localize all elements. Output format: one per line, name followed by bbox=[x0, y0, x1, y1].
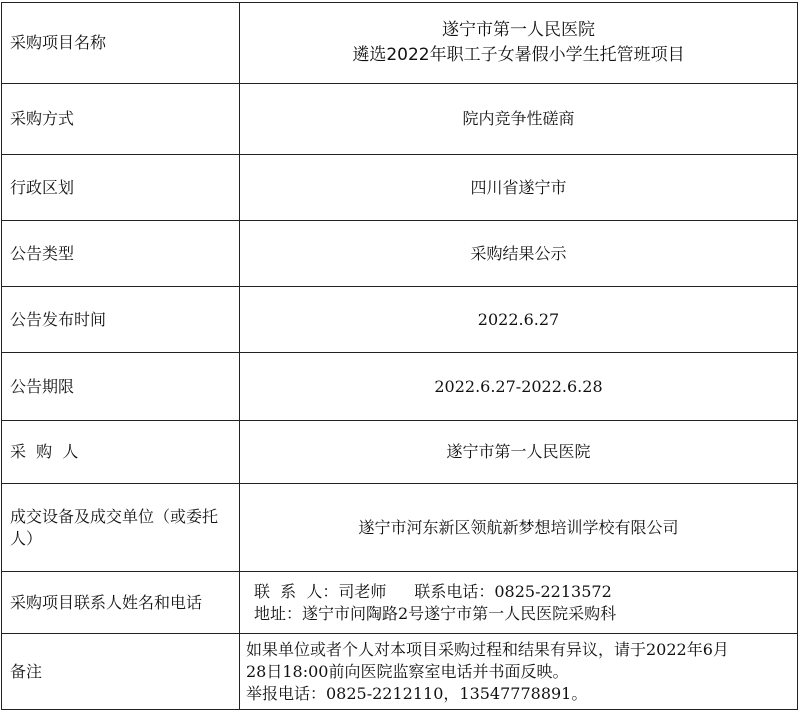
table-row-notice-type bbox=[2, 221, 798, 287]
label-region: 行政区划 bbox=[2, 155, 240, 221]
table-row-region bbox=[2, 155, 798, 221]
label-publish-time: 公告发布时间 bbox=[2, 287, 240, 353]
table-row-winning-bidder bbox=[2, 484, 798, 572]
label-notice-period: 公告期限 bbox=[2, 353, 240, 421]
value-notice-period: 2022.6.27-2022.6.28 bbox=[240, 353, 798, 421]
label-purchaser: 采 购 人 bbox=[2, 421, 240, 484]
remarks-line-2: 28日18:00前向医院监察室电话并书面反映。 bbox=[246, 661, 569, 681]
value-region: 四川省遂宁市 bbox=[240, 155, 798, 221]
value-contact bbox=[240, 572, 798, 634]
label-contact: 采购项目联系人姓名和电话 bbox=[2, 572, 240, 634]
label-project-name: 采购项目名称 bbox=[2, 3, 240, 84]
label-winning-bidder: 成交设备及成交单位（或委托人） bbox=[2, 484, 240, 572]
label-remarks: 备注 bbox=[2, 634, 240, 710]
procurement-info-table bbox=[1, 2, 798, 710]
remarks-line-1: 如果单位或者个人对本项目采购过程和结果有异议，请于2022年6月 bbox=[246, 639, 729, 659]
table-row-procurement-method bbox=[2, 84, 798, 155]
table-row-publish-time bbox=[2, 287, 798, 353]
contact-line-1 bbox=[254, 581, 789, 603]
remarks-line-3: 举报电话：0825-2212110，13547778891。 bbox=[246, 683, 588, 703]
value-procurement-method: 院内竞争性磋商 bbox=[240, 84, 798, 155]
table-row-contact bbox=[2, 572, 798, 634]
contact-phone: 联系电话：0825-2213572 bbox=[414, 581, 612, 601]
value-project-name bbox=[240, 3, 798, 84]
value-publish-time: 2022.6.27 bbox=[240, 287, 798, 353]
table-row-remarks bbox=[2, 634, 798, 710]
value-purchaser: 遂宁市第一人民医院 bbox=[240, 421, 798, 484]
project-name-line-2: 遴选2022年职工子女暑假小学生托管班项目 bbox=[352, 45, 685, 65]
table-row-notice-period bbox=[2, 353, 798, 421]
table-row-purchaser bbox=[2, 421, 798, 484]
project-name-line-1: 遂宁市第一人民医院 bbox=[442, 20, 595, 40]
contact-address: 地址：遂宁市问陶路2号遂宁市第一人民医院采购科 bbox=[254, 603, 617, 623]
label-procurement-method: 采购方式 bbox=[2, 84, 240, 155]
contact-name: 联 系 人：司老师 bbox=[254, 581, 387, 601]
value-remarks bbox=[240, 634, 798, 710]
label-notice-type: 公告类型 bbox=[2, 221, 240, 287]
value-winning-bidder: 遂宁市河东新区领航新梦想培训学校有限公司 bbox=[240, 484, 798, 572]
value-notice-type: 采购结果公示 bbox=[240, 221, 798, 287]
table-row-project-name bbox=[2, 3, 798, 84]
